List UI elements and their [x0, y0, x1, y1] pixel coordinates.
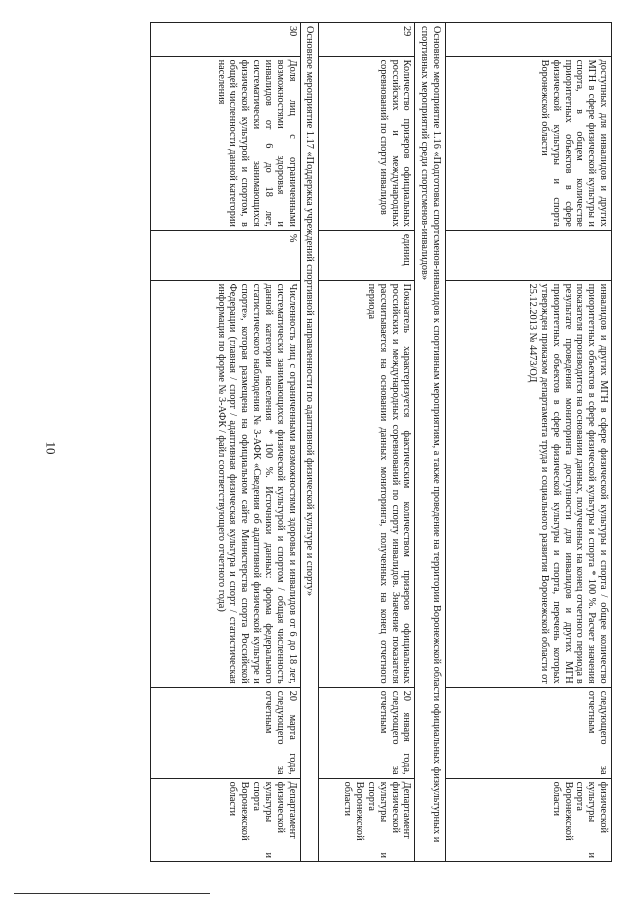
section-116-title: Основное мероприятие 1.16 «Подготовка спортсменов-инвалидов к спортивным мероприятиям, а также проведение на территории Воронежской области официальных физкультурных и спортивных мероприятий среди спортсменов-инвалидов»	[415, 23, 446, 862]
table-row	[319, 23, 415, 862]
table-row-continued	[446, 23, 612, 862]
unit-cell: %	[150, 230, 300, 280]
deadline-cell: следующего за отчетным	[446, 687, 612, 778]
indicators-table	[150, 22, 612, 862]
deadline-cell: 20 марта года, следующего за отчетным	[150, 687, 300, 778]
deadline-cell: 20 января года, следующего за отчетным	[319, 687, 415, 778]
section-header-row	[300, 23, 319, 862]
indicator-name-cell: доступных для инвалидов и других МГН в сфере физической культуры и спорта, в общем количестве приоритетных объектов в сфере физической культуры и спорта Воронежской области	[446, 56, 612, 230]
section-header-row	[415, 23, 446, 862]
row-number-cell: 30	[150, 23, 300, 57]
row-number-cell: 29	[319, 23, 415, 57]
table-row	[150, 23, 300, 862]
row-number-cell	[446, 23, 612, 57]
unit-cell	[446, 230, 612, 280]
indicator-name-cell: Доля лиц с ограниченными возможностями здоровья и инвалидов от 6 до 18 лет, систематически занимающихся физической культурой и спортом, в общей численности данной категории населения	[150, 56, 300, 230]
responsible-cell: физической культуры и спорта Воронежской области	[446, 778, 612, 861]
responsible-cell: Департамент физической культуры и спорта Воронежской области	[319, 778, 415, 861]
responsible-cell: Департамент физической культуры и спорта Воронежской области	[150, 778, 300, 861]
footnote-divider	[14, 893, 210, 894]
unit-cell: единиц	[319, 230, 415, 280]
rotated-page-content	[108, 22, 612, 862]
page-number: 10	[43, 441, 59, 455]
calculation-method-cell: Численность лиц с ограниченными возможностями здоровья и инвалидов от 6 до 18 лет, систематически занимающихся физической культурой и спортом / общая численность данной категории населения * 100 %. Источники данных: форма федерального статистического наблюдения № 3-АФК «Сведения об адаптивной физической культуре и спорте», которая размещена на официальном сайте Министерства спорта Российской Федерации (главная / спорт / адаптивная физическая культура и спорт / статистическая информация по форме № 3-АФК / файл соответствующего отчетного года)	[150, 280, 300, 687]
calculation-method-cell: Показатель характеризуется фактическим количеством призеров официальных российских и международных соревнований по спорту инвалидов. Значение показателя рассчитывается на основании данных мониторинга, полученных на конец отчетного периода	[319, 280, 415, 687]
calculation-method-cell: инвалидов и других МГН в сфере физической культуры и спорта / общее количество приоритетных объектов в сфере физической культуры и спорта * 100 %. Расчет значения показателя производится на основании данных, полученных на конец отчетного периода в результате проведения мониторинга доступности для инвалидов и других МГН приоритетных объектов в сфере физической культуры и спорта, перечень которых утвержден приказом департамента труда и социального развития Воронежской области от 25.12.2013 № 4473/ОД	[446, 280, 612, 687]
section-117-title: Основное мероприятие 1.17 «Поддержка учреждений спортивной направленности по адаптивной физической культуре и спорту»	[300, 23, 319, 862]
indicator-name-cell: Количество призеров официальных российских и международных соревнований по спорту инвалидов	[319, 56, 415, 230]
